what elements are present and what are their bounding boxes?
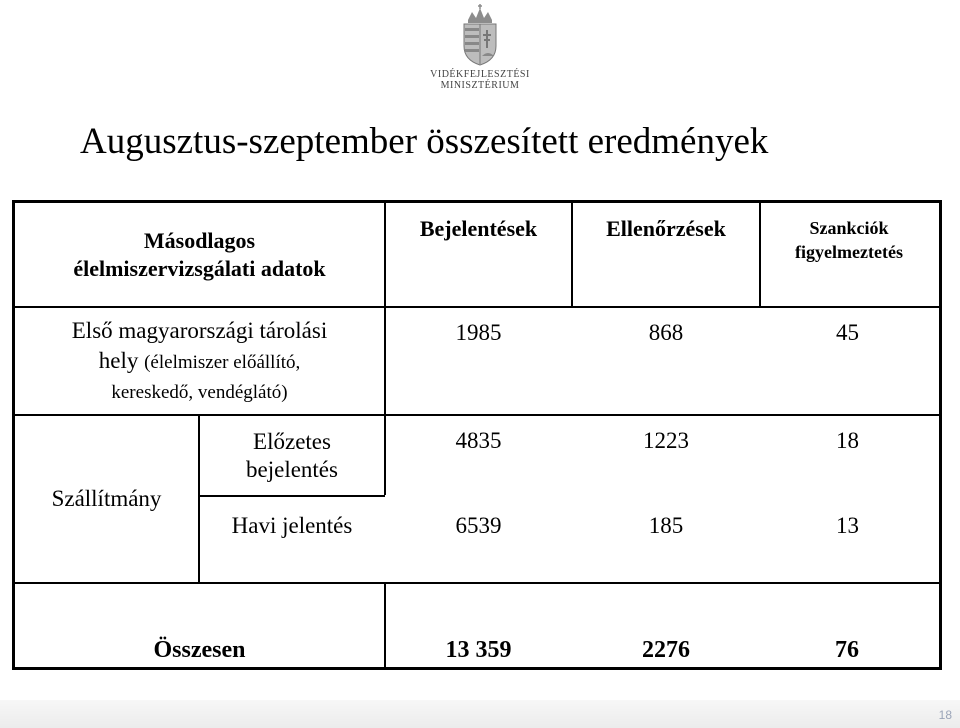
row-first-storage-label: Első magyarországi tárolási hely (élelmiszer előállító, kereskedő, vendéglátó) bbox=[71, 318, 328, 403]
logo-text-line1: VIDÉKFEJLESZTÉSI bbox=[430, 69, 530, 80]
row1-bejelentesek: 1985 bbox=[455, 320, 502, 345]
monthly-report-szankciok: 13 bbox=[836, 513, 859, 538]
shipment-label: Szállítmány bbox=[51, 486, 162, 511]
ministry-logo bbox=[420, 4, 540, 98]
total-ellenorzesek: 2276 bbox=[642, 637, 690, 663]
pre-notification-bejelentesek: 4835 bbox=[455, 428, 502, 453]
pre-notification-ellenorzesek: 1223 bbox=[643, 428, 689, 453]
row1-ellenorzesek: 868 bbox=[648, 320, 684, 345]
footer-bar bbox=[0, 700, 960, 728]
row1-szankciok: 45 bbox=[836, 320, 859, 345]
total-szankciok: 76 bbox=[835, 637, 859, 663]
logo-text-line2: MINISZTÉRIUM bbox=[440, 80, 520, 91]
monthly-report-ellenorzesek: 185 bbox=[648, 513, 684, 538]
total-label: Összesen bbox=[153, 637, 246, 663]
pre-notification-szankciok: 18 bbox=[836, 428, 859, 453]
header-szankciok: Szankciók figyelmeztetés bbox=[795, 218, 903, 262]
header-bejelentesek: Bejelentések bbox=[419, 216, 538, 241]
shipment-pre-notification-label: Előzetes bejelentés bbox=[246, 428, 338, 482]
shipment-monthly-report-label: Havi jelentés bbox=[231, 513, 353, 538]
coat-of-arms-icon bbox=[460, 4, 500, 66]
page-number: 18 bbox=[938, 708, 952, 722]
total-bejelentesek: 13 359 bbox=[445, 637, 512, 663]
results-table bbox=[12, 200, 942, 670]
header-ellenorzesek: Ellenőrzések bbox=[606, 216, 726, 241]
header-category: Másodlagos élelmiszervizsgálati adatok bbox=[73, 227, 326, 281]
page-title: Augusztus-szeptember összesített eredmények bbox=[80, 121, 769, 162]
monthly-report-bejelentesek: 6539 bbox=[455, 513, 502, 538]
